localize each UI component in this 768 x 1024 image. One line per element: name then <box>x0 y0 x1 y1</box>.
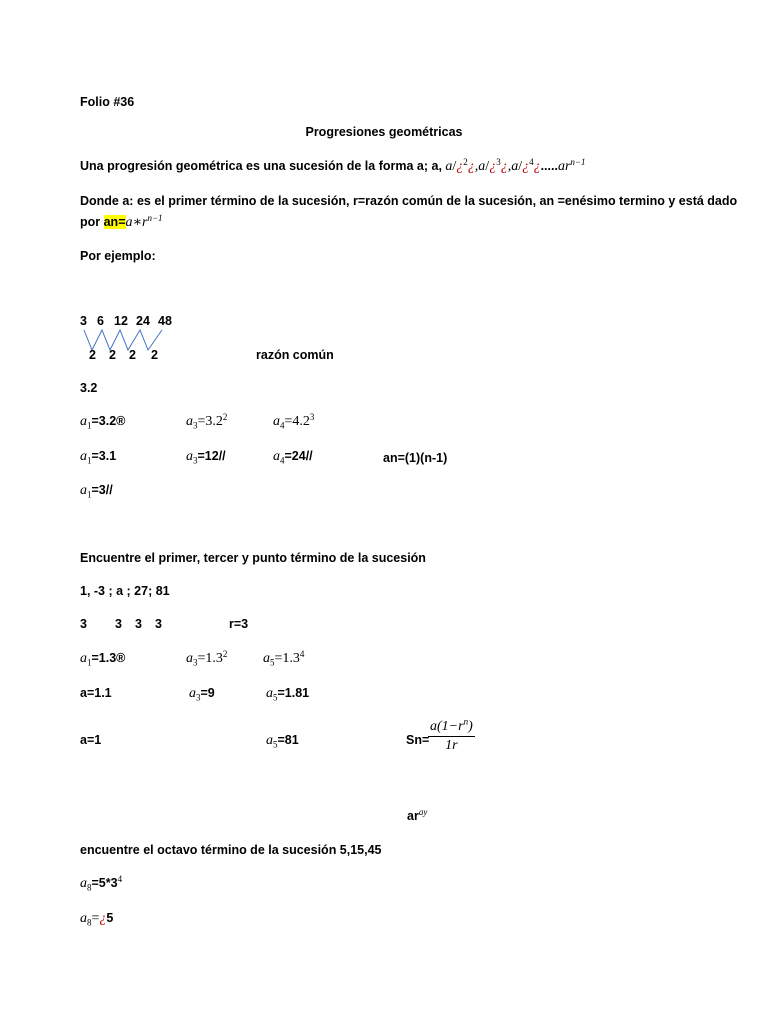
definition-line: Una progresión geométrica es una sucesión de la forma a; a, $a/¿^2¿,a/¿^3¿,a/¿^4¿.....ar^{n-1}$ <box>80 156 586 174</box>
example1-a4: $a_4=4.2^3$ <box>273 411 315 431</box>
example1-row2-a1: $a_1=3.1$ <box>80 449 117 466</box>
exercise1-ratio: 3 <box>155 617 162 631</box>
donde-line-1: Donde a: es el primer término de la sucesión, r=razón común de la sucesión, an =enésimo termino y está dado <box>80 194 738 208</box>
exercise1-r-label: r=3 <box>229 617 249 631</box>
exercise1-ratio: 3 <box>80 617 87 631</box>
exercise1-row3-a5: $a_5=81$ <box>266 733 299 750</box>
exercise1-row3-a: a=1 <box>80 733 102 747</box>
definition-text: Una progresión geométrica es una sucesión de la forma a; a, <box>80 159 442 173</box>
example1-row2-a4: $a_4=24//$ <box>273 449 313 466</box>
exercise1-row2-a3: $a_3=9$ <box>189 686 215 703</box>
exercise1-row2-a: a=1.1 <box>80 686 112 700</box>
exercise1-ratio: 3 <box>135 617 142 631</box>
example1-ratio: 2 <box>151 348 158 362</box>
example1-row2-a3: $a_3=12//$ <box>186 449 226 466</box>
exercise1-sequence: 1, -3 ; a ; 27; 81 <box>80 584 170 598</box>
sn-label: Sn= <box>406 733 430 747</box>
donde-line-2: por $an=a∗r^{n-1}$ <box>80 212 163 230</box>
folio-number: Folio #36 <box>80 95 135 109</box>
example1-ratio: 2 <box>129 348 136 362</box>
exercise1-a1: $a_1=1.3®$ <box>80 651 126 668</box>
exercise1-row2-a5: $a_5=1.81$ <box>266 686 310 703</box>
example1-seq-12: 12 <box>114 314 128 328</box>
an-formula: an=(1)(n-1) <box>383 451 448 465</box>
example1-a1: $a_1=3.2®$ <box>80 414 126 431</box>
exercise1-a5: $a_5=1.3^4$ <box>263 648 305 668</box>
exercise2-a8-line2: $a_8=¿5$ <box>80 911 114 928</box>
example1-a3: $a_3=3.2^2$ <box>186 411 228 431</box>
exercise2-a8-line1: $a_8=5*3^4$ <box>80 873 123 893</box>
por-ejemplo-label: Por ejemplo: <box>80 249 156 263</box>
highlighted-an: an= <box>103 215 126 229</box>
example1-seq-3: 3 <box>80 314 87 328</box>
razon-comun-label: razón común <box>256 348 334 362</box>
exercise2-prompt: encuentre el octavo término de la sucesión 5,15,45 <box>80 843 382 857</box>
exercise1-prompt: Encuentre el primer, tercer y punto término de la sucesión <box>80 551 426 565</box>
example1-seq-24: 24 <box>136 314 150 328</box>
example1-ratio: 2 <box>109 348 116 362</box>
sn-fraction: $\frac{a(1-r^n)}{1r}$ <box>430 716 473 753</box>
example1-seq-48: 48 <box>158 314 172 328</box>
example1-row3-a1: $a_1=3//$ <box>80 483 113 500</box>
exercise1-ratio: 3 <box>115 617 122 631</box>
example1-32: 3.2 <box>80 381 98 395</box>
exercise1-a3: $a_3=1.3^2$ <box>186 648 228 668</box>
example1-seq-6: 6 <box>97 314 104 328</box>
example1-ratio: 2 <box>89 348 96 362</box>
ar-label: $ar^{ay}$ <box>407 806 428 823</box>
page-title: Progresiones geométricas <box>305 125 463 139</box>
